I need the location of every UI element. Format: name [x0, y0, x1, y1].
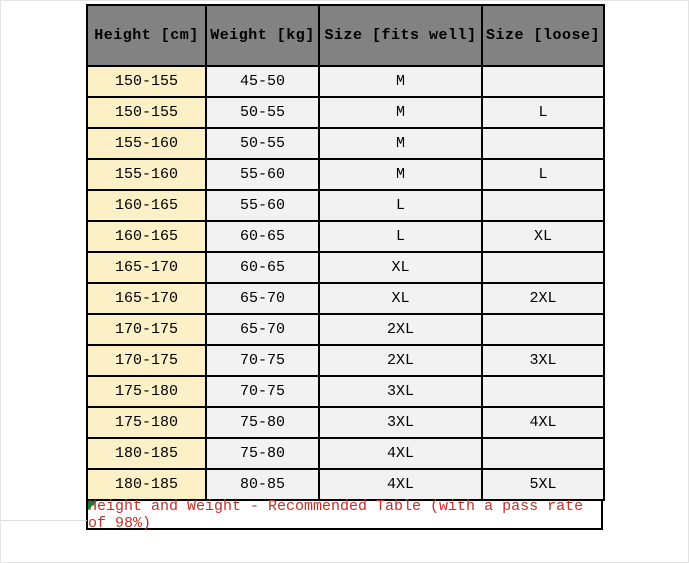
- table-row: [87, 221, 604, 252]
- cell-height: 150-155: [87, 97, 206, 128]
- cell-weight: 55-60: [206, 159, 319, 190]
- cell-height: 175-180: [87, 376, 206, 407]
- cell-size-fit: M: [319, 159, 482, 190]
- table-row: [87, 97, 604, 128]
- size-chart: [86, 4, 603, 530]
- cell-size-loose: 2XL: [482, 283, 604, 314]
- table-row: [87, 345, 604, 376]
- table-row: [87, 159, 604, 190]
- cell-size-loose: L: [482, 159, 604, 190]
- cell-weight: 75-80: [206, 438, 319, 469]
- cell-weight: 55-60: [206, 190, 319, 221]
- cell-weight: 70-75: [206, 345, 319, 376]
- footer-note: Height and Weight - Recommended Table (with a pass rate of 98%): [88, 497, 584, 532]
- cell-weight: 75-80: [206, 407, 319, 438]
- cell-height: 150-155: [87, 66, 206, 97]
- table-row: [87, 376, 604, 407]
- cell-height: 165-170: [87, 252, 206, 283]
- cell-size-loose: [482, 376, 604, 407]
- table-footer: [86, 499, 603, 530]
- cell-height: 170-175: [87, 345, 206, 376]
- cell-size-fit: 4XL: [319, 438, 482, 469]
- cell-size-fit: 4XL: [319, 469, 482, 500]
- table-row: [87, 128, 604, 159]
- cell-size-loose: L: [482, 97, 604, 128]
- cell-size-fit: L: [319, 190, 482, 221]
- table-row: [87, 438, 604, 469]
- cell-size-loose: [482, 128, 604, 159]
- cell-size-loose: XL: [482, 221, 604, 252]
- cell-height: 180-185: [87, 438, 206, 469]
- cell-height: 180-185: [87, 469, 206, 500]
- cell-weight: 60-65: [206, 221, 319, 252]
- spreadsheet-corner-triangle-icon: [88, 501, 97, 510]
- cell-size-fit: M: [319, 66, 482, 97]
- table-body: [87, 66, 604, 500]
- table-row: [87, 314, 604, 345]
- cell-weight: 45-50: [206, 66, 319, 97]
- cell-size-fit: M: [319, 128, 482, 159]
- size-chart-table: [86, 4, 605, 501]
- cell-weight: 50-55: [206, 128, 319, 159]
- cell-weight: 80-85: [206, 469, 319, 500]
- col-header-size-fit: Size [fits well]: [319, 5, 482, 66]
- table-row: [87, 407, 604, 438]
- col-header-size-loose: Size [loose]: [482, 5, 604, 66]
- cell-size-fit: XL: [319, 283, 482, 314]
- header-row: [87, 5, 604, 66]
- cell-size-fit: 2XL: [319, 345, 482, 376]
- cell-height: 170-175: [87, 314, 206, 345]
- cell-weight: 65-70: [206, 283, 319, 314]
- cell-size-fit: M: [319, 97, 482, 128]
- cell-size-loose: 5XL: [482, 469, 604, 500]
- cell-size-fit: XL: [319, 252, 482, 283]
- cell-size-fit: 3XL: [319, 376, 482, 407]
- cell-size-loose: [482, 66, 604, 97]
- cell-size-loose: 3XL: [482, 345, 604, 376]
- cell-weight: 65-70: [206, 314, 319, 345]
- table-row: [87, 190, 604, 221]
- cell-height: 175-180: [87, 407, 206, 438]
- cell-size-loose: [482, 252, 604, 283]
- cell-weight: 60-65: [206, 252, 319, 283]
- col-header-weight: Weight [kg]: [206, 5, 319, 66]
- cell-weight: 50-55: [206, 97, 319, 128]
- table-row: [87, 469, 604, 500]
- cell-size-loose: [482, 438, 604, 469]
- cell-size-fit: 2XL: [319, 314, 482, 345]
- cell-weight: 70-75: [206, 376, 319, 407]
- table-row: [87, 252, 604, 283]
- cell-size-fit: 3XL: [319, 407, 482, 438]
- cell-height: 155-160: [87, 128, 206, 159]
- col-header-height: Height [cm]: [87, 5, 206, 66]
- cell-size-loose: [482, 314, 604, 345]
- cell-height: 165-170: [87, 283, 206, 314]
- cell-size-fit: L: [319, 221, 482, 252]
- cell-height: 160-165: [87, 190, 206, 221]
- spreadsheet-gridline: [1, 520, 87, 521]
- cell-size-loose: [482, 190, 604, 221]
- table-row: [87, 283, 604, 314]
- cell-height: 160-165: [87, 221, 206, 252]
- cell-size-loose: 4XL: [482, 407, 604, 438]
- table-row: [87, 66, 604, 97]
- cell-height: 155-160: [87, 159, 206, 190]
